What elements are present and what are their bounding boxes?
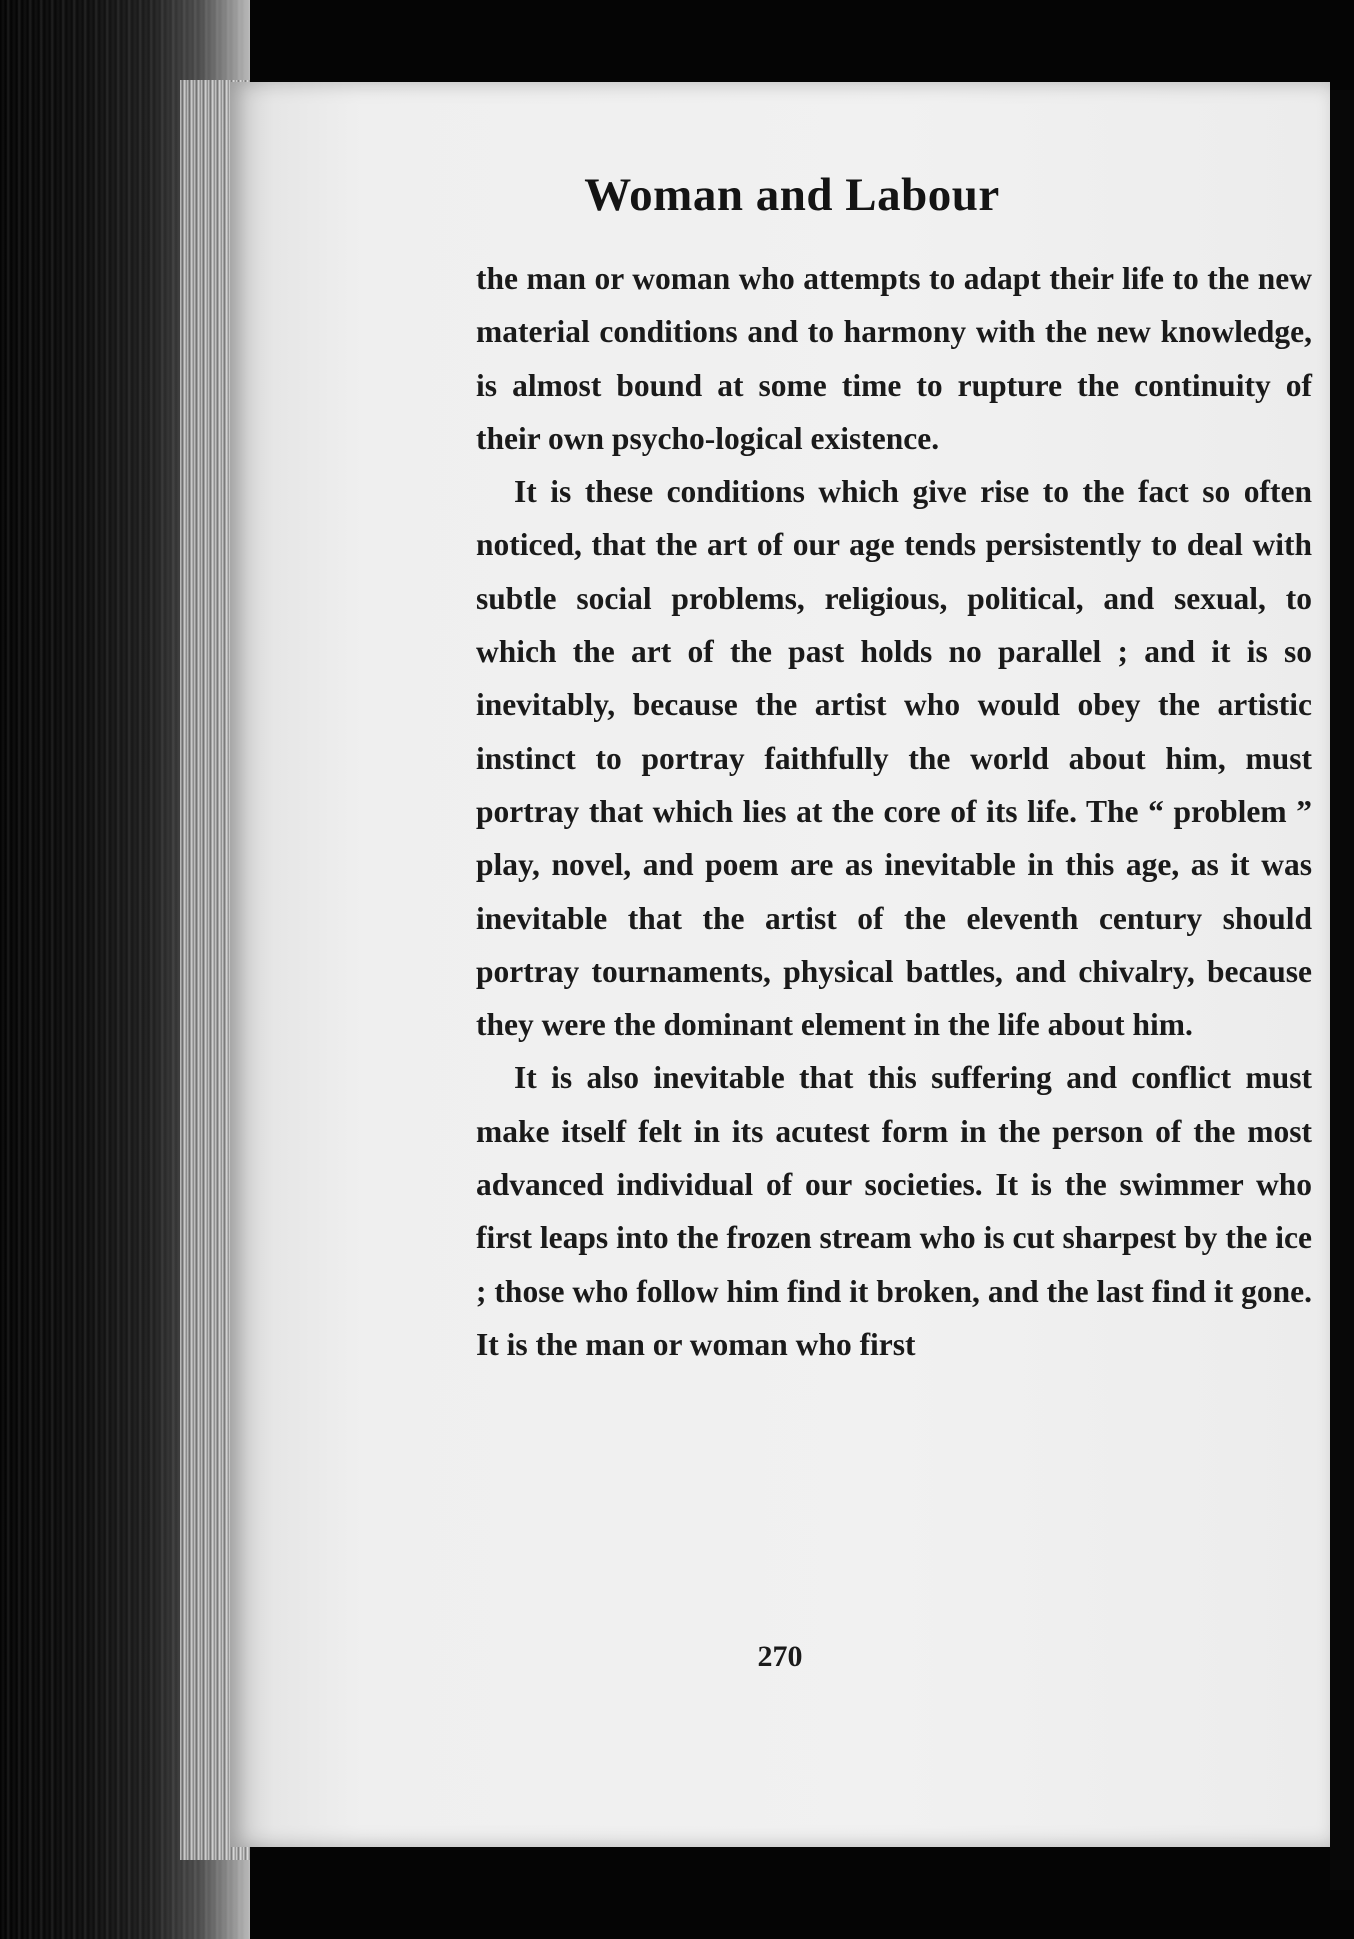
- running-head: Woman and Labour: [584, 169, 1000, 221]
- paragraph: It is also inevitable that this suffering and conflict must make itself felt in its acutest form in the person of the most advanced individual of our societies. It is the swimmer who first leaps into the frozen stream who is cut sharpest by the ice ; those who follow him find it broken, and the last find it gone. It is the man or woman who first: [476, 1060, 1312, 1362]
- paragraph: It is these conditions which give rise to the fact so often noticed, that the art of our age tends persistently to deal with subtle social problems, religious, political, and sexual, to which the art of the past holds no parallel ; and it is so inevitably, because the artist who would obey the artistic instinct to portray faithfully the world about him, must portray that which lies at the core of its life. The “ problem ” play, novel, and poem are as inevitable in this age, as it was inevitable that the artist of the eleventh century should portray tournaments, physical battles, and chivalry, because they were the dominant element in the life about him.: [476, 474, 1312, 1043]
- page-number: 270: [757, 1640, 803, 1673]
- body-text: [476, 252, 1312, 1371]
- paragraph: the man or woman who attempts to adapt their life to the new material conditions and to harmony with the new knowledge, is almost bound at some time to rupture the continuity of their own psycho-logical existence.: [476, 261, 1312, 456]
- right-page-edge: [1330, 90, 1354, 1890]
